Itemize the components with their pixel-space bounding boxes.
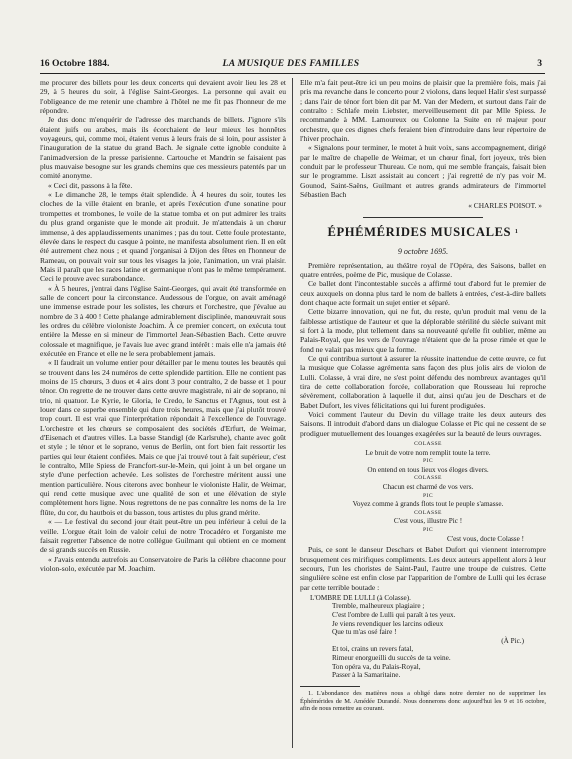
section-separator (363, 217, 483, 218)
verse-dialogue (310, 440, 546, 543)
header-rule (40, 73, 545, 74)
paragraph: « Le dimanche 28, le temps était splendide. À 4 heures du soir, toutes les cloches de la ville étaient en branle, et après l'exécution d'une sonatine pour trompettes et trombones, le voile de la statue tomba et on put admirer les traits du plus grand organiste que le monde ait produit. Je m'attendais à un chœur immense, à des applaudissements unanimes ; pas du tout. Cette foule protestante, élevée dans le respect du casque à pointe, ne manifesta absolument rien. Il en eût été autrement chez nous ; et quand j'organisai à Dijon des fêtes en l'honneur de Rameau, on pouvait voir sur tous les visages la joie, l'animation, un vrai plaisir. Mais il paraît que les races latine et germanique n'ont pas le même tempérament. Ceci le prouve avec surabondance. (40, 190, 286, 284)
paragraph: « Signalons pour terminer, le motet à huit voix, sans accompagnement, dirigé par le maître de chapelle de Weimar, et un chœur final, fort joyeux, très bien conduit par le professeur Thureau. Ce nom, qui me semble français, faisait bien sur le programme. Liszt assistait au concert ; j'ai regretté de n'y pas voir M. Gounod, Saint-Saëns, Guilmant et autres grands admirateurs de l'immortel Sébastien Bach (300, 143, 546, 200)
paragraph: « Il faudrait un volume entier pour détailler par le menu toutes les beautés qui se trouvent dans les 24 numéros de cette splendide partition. Elle ne contient pas moins de 15 chœurs, 3 duos et 4 airs dont 3 pour contralto, 2 de basse et 1 pour ténor. On regrette de ne trouver dans cette œuvre magistrale, ni air de soprano, ni trio, ni quatuor. Le Kyrie, le Gloria, le Credo, le Sanctus et l'Agnus, tout est à louer dans ce superbe ensemble qui dure trois heures, mais que j'ai plutôt trouvé trop court. Il est vrai que l'interprétation répondait à l'excellence de l'ouvrage. L'orchestre et les chœurs se composaient des sociétés d'Erfurt, de Weimar, d'Eisenach et d'autres villes. La basse Standigl (de Karlsruhe), chante avec goût et style ; le ténor et le soprano, venus de Berlin, ont fort bien fait ressortir les parties qui leur étaient confiées. Mais ce que j'ai trouvé tout à fait supérieur, c'est le contralto, Mlle Spiess de Francfort-sur-le-Mein, qui joint à un bel organe un style d'une perfection achevée. Les solistes de l'orchestre méritent aussi une mention particulière. Nous citerons avec bonheur le violoniste Halir, de Weimar, qui rend cette musique avec une qualité de son et une élévation de style complètement hors ligne. Nous regrettons de ne pas connaître les noms de la 1re flûte, du cor, du hautbois et du basson, tous artistes du plus grand mérite. (40, 358, 286, 517)
section-title-text: ÉPHÉMÉRIDES MUSICALES (327, 224, 512, 239)
footnote-rule (300, 686, 360, 687)
verse-line: On entend en tous lieux vos éloges divers. (367, 465, 489, 474)
verse-line: Rimeur enorgueilli du succès de ta veine. (332, 654, 451, 663)
verse-line: C'est vous, illustre Pic ! (393, 517, 463, 526)
column-divider (292, 78, 293, 748)
header-date: 16 Octobre 1884. (40, 58, 110, 69)
verse-speaker: PIC (423, 526, 433, 533)
paragraph: « À 5 heures, j'entrai dans l'église Saint-Georges, qui avait été transformée en salle de concert pour la circonstance. Audessous de l'orgue, on avait aménagé une immense estrade pour les solistes, les chœurs et l'orchestre, que j'évalue au nombre de 3 à 400 ! Cette phalange admirablement disciplinée, manœuvrait sous les ordres du célèbre violoniste Joachim. À ce premier concert, on exécuta tout entière la Messe en si mineur de l'immortel Jean-Sébastien Bach. Cette œuvre colossale et magnifique, je l'avais lue avec grand intérêt : mais elle n'a jamais été exécutée en France et elle ne le sera probablement jamais. (40, 283, 286, 358)
paragraph: Première représentation, au théâtre royal de l'Opéra, des Saisons, ballet en quatre entrées, poème de Pic, musique de Colasse. (300, 260, 546, 279)
paragraph: Cette bizarre innovation, qui ne fut, du reste, qu'un produit mal venu de la faiblesse artistique de l'auteur et que la déplorable stérilité du siècle suivant mit si fort à la mode, plut tellement dans sa nouveauté qu'elle fit oublier, même au Palais-Royal, que les vers de l'ouvrage n'étaient que de la prose rimée et que le fond ne valait pas mieux que la forme. (300, 307, 546, 354)
verse-speaker: COLASSE (414, 509, 442, 516)
paragraph: « Ceci dit, passons à la fête. (48, 180, 133, 190)
verse-line: Voyez comme à grands flots tout le peuple s'amasse. (352, 500, 504, 509)
verse-speaker: L'OMBRE DE LULLI (à Colasse). (310, 593, 411, 602)
footnote-mark: 1 (514, 228, 519, 235)
verse-speaker: PIC (423, 458, 433, 465)
verse-line: C'est l'ombre de Lulli qui paraît à tes yeux. (332, 611, 456, 620)
paragraph: Ce ballet dont l'incontestable succès a affirmé tout d'abord fut le premier de ceux auxquels on donna plus tard le nom de ballets à entrées, c'est-à-dire ballets dont chaque acte formait un sujet entier et séparé. (300, 279, 546, 307)
paragraph: me procurer des billets pour les deux concerts qui devaient avoir lieu les 28 et 29, à 5 heures du soir, à l'église Saint-Georges. La personne qui avait eu l'obligeance de me retenir une chambre à l'hôtel ne me fit pas l'honneur de me répondre. (40, 78, 286, 116)
paragraph: « J'avais entendu autrefois au Conservatoire de Paris la célèbre chaconne pour violon-solo, exécutée par M. Joachim. (40, 554, 286, 573)
paragraph: Voici comment l'auteur du Devin du village traite les deux auteurs des Saisons. Il introduit d'abord dans un dialogue Colasse et Pic qui ne cessent de se prodiguer mutuellement des louanges exagérées sur la beauté de leurs ouvrages. (300, 410, 546, 438)
paragraph: Ce qui contribua surtout à assurer la réussite inattendue de cette œuvre, ce fut la musique que Colasse agrémenta sans façon des plus jolis airs de violon de Lulli. Colasse, à vrai dire, ne s'est point défendu des nombreux avantages qu'il tira de cette collaboration forcée, collaboration que Rousseau lui reproche sévèrement, collaboration à laquelle il dut, ainsi qu'au jeu de Deschars et de Babet Dufort, les vives félicitations qui lui furent prodiguées. (300, 353, 546, 410)
paragraph: « — Le festival du second jour était peut-être un peu inférieur à celui de la veille. L'orgue était loin de valoir celui de notre Trocadéro et l'organiste me faisait regretter l'absence de notre collègue Guilmant qui obtient en ce moment de si grands succès en Russie. (40, 517, 286, 555)
verse-line: Ton opéra va, du Palais-Royal, (332, 662, 421, 671)
section-title (300, 224, 546, 239)
paragraph: Elle m'a fait peut-être ici un peu moins de plaisir que la première fois, mais j'ai pris ma revanche dans le concerto pour 2 violons, dans lequel Halir s'est surpassé ; dans l'air de ténor fort bien dit par M. Van der Medern, et surtout dans l'air de contralto : Schlafe mein Liebster, merveilleusement dit par Mlle Spiess. Je recommande à MM. Lamoureux ou Colonne la Suite en ré majeur pour orchestre, que ces dignes chefs feraient bien d'introduire dans leur répertoire de l'hiver prochain. (300, 78, 546, 144)
right-column (300, 78, 546, 750)
verse-line: Chacun est charmé de vos vers. (382, 483, 474, 491)
verse-aside: (À Pic.) (501, 636, 524, 645)
left-column (40, 78, 286, 750)
verse-lulli (310, 594, 546, 680)
verse-line: Passer à la Samaritaine. (332, 671, 401, 680)
paragraph: Puis, ce sont le danseur Deschars et Babet Dufort qui viennent interrompre brusquement ces mirifiques compliments. Les deux auteurs appellent alors à leur secours, l'un les choristes de Saint-Paul, l'autre une troupe de cuistres. Cette singulière scène est enfin close par l'apparition de l'ombre de Lulli qui les écrase par cette terrible boutade : (300, 545, 546, 592)
verse-line: Le bruit de votre nom remplit toute la terre. (365, 448, 491, 457)
verse-line: Je viens revendiquer les larcins odieux (332, 619, 444, 628)
footnote: 1. L'abondance des matières nous a obligé dans notre dernier no de supprimer les Éphémérides de M. Amédée Durandé. Nous donnerons donc aujourd'hui les 9 et 16 octobre, afin de nous remettre au courant. (300, 689, 546, 713)
section-date: 9 octobre 1695. (397, 247, 449, 257)
article-signature: « CHARLES POISOT. » (468, 201, 542, 211)
verse-line: Que tu m'as osé faire ! (332, 628, 397, 637)
paragraph: Je dus donc m'enquérir de l'adresse des marchands de billets. J'ignore s'ils étaient juifs ou arabes, mais ils écorchaient de leur mieux les honnêtes voyageurs, qui, comme moi, étaient venus à leurs frais de si loin, pour assister à l'inauguration de la statue du grand Bach. Je signale cette ignoble conduite à l'animadversion de la presse parisienne. Cartouche et Mandrin se faisaient pas plus mauvaise besogne sur les grands chemins que ces messieurs patentés par un comité anonyme. (40, 115, 286, 181)
page-number: 3 (537, 58, 542, 69)
verse-speaker: COLASSE (414, 441, 442, 448)
header-title: LA MUSIQUE DES FAMILLES (222, 58, 360, 69)
verse-line: C'est vous, docte Colasse ! (447, 534, 524, 543)
verse-speaker: PIC (423, 492, 433, 499)
verse-speaker: COLASSE (414, 475, 442, 482)
verse-line: Tremble, malheureux plagiaire ; (332, 602, 425, 611)
page-header (40, 58, 542, 72)
verse-line: Et toi, crains un revers fatal, (332, 645, 414, 654)
